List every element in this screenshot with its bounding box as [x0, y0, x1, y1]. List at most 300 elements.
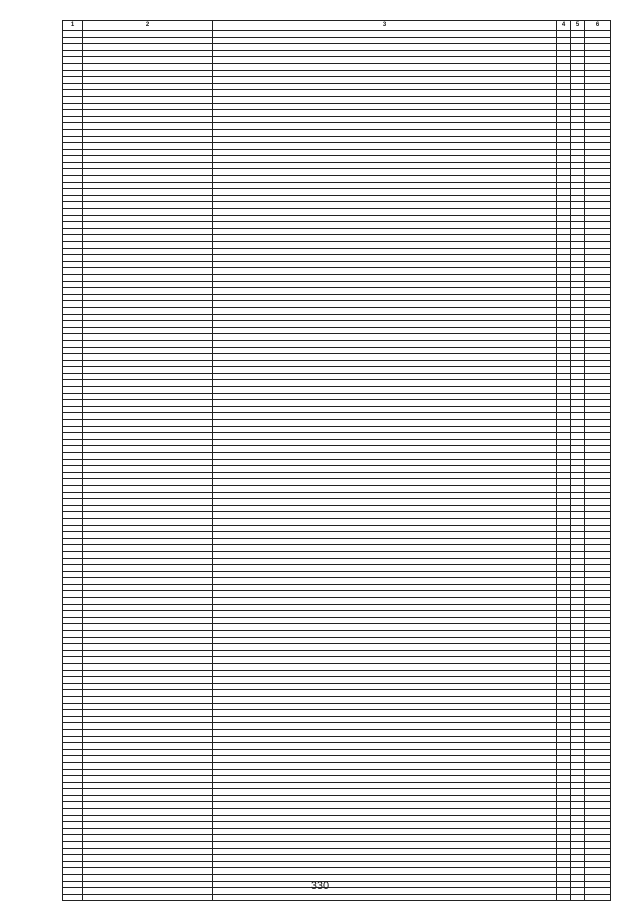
table-cell	[83, 584, 213, 591]
table-cell	[83, 683, 213, 690]
table-row	[63, 670, 611, 677]
table-cell	[63, 861, 83, 868]
table-cell	[557, 459, 571, 466]
table-cell	[63, 637, 83, 644]
table-cell	[63, 189, 83, 196]
table-row	[63, 334, 611, 341]
table-cell	[63, 631, 83, 638]
table-cell	[83, 472, 213, 479]
table-cell	[557, 373, 571, 380]
table-cell	[571, 169, 585, 176]
table-row	[63, 855, 611, 862]
table-cell	[213, 802, 557, 809]
table-cell	[571, 505, 585, 512]
table-cell	[585, 492, 611, 499]
table-row	[63, 77, 611, 84]
table-cell	[63, 162, 83, 169]
table-cell	[213, 228, 557, 235]
table-cell	[585, 63, 611, 70]
table-cell	[557, 479, 571, 486]
table-row	[63, 420, 611, 427]
table-cell	[571, 749, 585, 756]
table-cell	[571, 756, 585, 763]
table-cell	[63, 802, 83, 809]
table-cell	[557, 624, 571, 631]
table-cell	[571, 591, 585, 598]
table-cell	[63, 37, 83, 44]
table-cell	[213, 156, 557, 163]
table-cell	[571, 37, 585, 44]
table-cell	[571, 301, 585, 308]
table-cell	[213, 861, 557, 868]
table-cell	[585, 433, 611, 440]
table-row	[63, 189, 611, 196]
table-cell	[585, 288, 611, 295]
table-cell	[571, 835, 585, 842]
table-cell	[213, 696, 557, 703]
table-cell	[557, 446, 571, 453]
table-cell	[213, 822, 557, 829]
table-cell	[213, 868, 557, 875]
table-row	[63, 222, 611, 229]
table-cell	[63, 789, 83, 796]
table-cell	[557, 195, 571, 202]
table-cell	[571, 604, 585, 611]
table-cell	[83, 894, 213, 901]
table-cell	[571, 637, 585, 644]
table-cell	[557, 855, 571, 862]
table-cell	[585, 110, 611, 117]
table-cell	[63, 63, 83, 70]
table-cell	[213, 413, 557, 420]
table-cell	[571, 235, 585, 242]
table-row	[63, 611, 611, 618]
table-cell	[557, 321, 571, 328]
table-cell	[571, 466, 585, 473]
table-cell	[213, 420, 557, 427]
table-cell	[63, 578, 83, 585]
table-cell	[557, 63, 571, 70]
table-cell	[63, 347, 83, 354]
table-cell	[213, 347, 557, 354]
table-cell	[63, 235, 83, 242]
table-cell	[557, 604, 571, 611]
table-cell	[585, 261, 611, 268]
table-cell	[585, 551, 611, 558]
table-cell	[63, 835, 83, 842]
table-cell	[557, 439, 571, 446]
table-cell	[571, 228, 585, 235]
table-cell	[83, 604, 213, 611]
table-row	[63, 848, 611, 855]
table-cell	[63, 842, 83, 849]
table-row	[63, 228, 611, 235]
table-cell	[585, 439, 611, 446]
table-cell	[83, 743, 213, 750]
table-cell	[571, 453, 585, 460]
table-cell	[557, 868, 571, 875]
table-cell	[213, 584, 557, 591]
table-cell	[571, 354, 585, 361]
table-cell	[63, 584, 83, 591]
table-cell	[213, 644, 557, 651]
table-cell	[63, 729, 83, 736]
table-cell	[585, 307, 611, 314]
table-cell	[213, 209, 557, 216]
table-cell	[571, 677, 585, 684]
table-cell	[571, 103, 585, 110]
header-col-4: 4	[557, 21, 571, 31]
table-cell	[557, 723, 571, 730]
table-cell	[83, 281, 213, 288]
table-cell	[557, 367, 571, 374]
table-cell	[63, 558, 83, 565]
table-row	[63, 83, 611, 90]
table-cell	[213, 710, 557, 717]
table-cell	[83, 466, 213, 473]
table-cell	[83, 769, 213, 776]
table-cell	[213, 149, 557, 156]
table-cell	[571, 334, 585, 341]
table-cell	[83, 512, 213, 519]
table-cell	[213, 31, 557, 38]
table-cell	[83, 202, 213, 209]
table-cell	[63, 90, 83, 97]
table-cell	[571, 802, 585, 809]
header-col-3: 3	[213, 21, 557, 31]
table-cell	[83, 189, 213, 196]
table-cell	[63, 446, 83, 453]
table-cell	[571, 499, 585, 506]
table-cell	[63, 314, 83, 321]
table-row	[63, 50, 611, 57]
table-cell	[585, 90, 611, 97]
table-row	[63, 894, 611, 901]
table-row	[63, 604, 611, 611]
table-cell	[571, 242, 585, 249]
table-cell	[213, 571, 557, 578]
table-cell	[213, 387, 557, 394]
table-row	[63, 743, 611, 750]
table-cell	[213, 637, 557, 644]
table-cell	[557, 815, 571, 822]
table-row	[63, 492, 611, 499]
table-cell	[585, 50, 611, 57]
table-row	[63, 387, 611, 394]
table-cell	[557, 209, 571, 216]
table-cell	[585, 664, 611, 671]
table-cell	[557, 729, 571, 736]
table-cell	[83, 433, 213, 440]
table-cell	[585, 835, 611, 842]
table-cell	[557, 716, 571, 723]
table-cell	[585, 294, 611, 301]
table-cell	[557, 156, 571, 163]
table-cell	[585, 268, 611, 275]
table-cell	[63, 228, 83, 235]
table-cell	[83, 822, 213, 829]
table-cell	[83, 459, 213, 466]
table-cell	[571, 736, 585, 743]
table-row	[63, 63, 611, 70]
table-cell	[557, 690, 571, 697]
table-cell	[63, 617, 83, 624]
table-row	[63, 169, 611, 176]
table-cell	[571, 70, 585, 77]
table-cell	[83, 103, 213, 110]
table-cell	[571, 373, 585, 380]
table-cell	[63, 551, 83, 558]
table-cell	[83, 373, 213, 380]
table-cell	[83, 532, 213, 539]
table-cell	[585, 776, 611, 783]
table-cell	[557, 538, 571, 545]
table-cell	[63, 571, 83, 578]
table-cell	[213, 169, 557, 176]
table-cell	[557, 176, 571, 183]
table-cell	[585, 202, 611, 209]
table-row	[63, 143, 611, 150]
table-row	[63, 294, 611, 301]
table-cell	[585, 842, 611, 849]
table-cell	[63, 116, 83, 123]
table-cell	[213, 736, 557, 743]
table-cell	[63, 222, 83, 229]
table-row	[63, 789, 611, 796]
table-cell	[83, 347, 213, 354]
table-cell	[585, 532, 611, 539]
table-cell	[585, 367, 611, 374]
table-row	[63, 466, 611, 473]
table-cell	[585, 578, 611, 585]
table-cell	[571, 248, 585, 255]
table-row	[63, 354, 611, 361]
table-cell	[63, 426, 83, 433]
table-cell	[213, 762, 557, 769]
table-cell	[83, 248, 213, 255]
table-cell	[213, 479, 557, 486]
table-row	[63, 828, 611, 835]
table-cell	[571, 795, 585, 802]
table-cell	[557, 360, 571, 367]
table-cell	[83, 525, 213, 532]
table-cell	[571, 512, 585, 519]
table-cell	[213, 235, 557, 242]
table-cell	[213, 670, 557, 677]
header-col-6: 6	[585, 21, 611, 31]
table-cell	[213, 37, 557, 44]
table-cell	[571, 670, 585, 677]
table-cell	[585, 729, 611, 736]
table-cell	[213, 340, 557, 347]
table-cell	[83, 268, 213, 275]
table-cell	[213, 367, 557, 374]
table-cell	[585, 512, 611, 519]
table-cell	[213, 83, 557, 90]
table-row	[63, 591, 611, 598]
table-cell	[571, 367, 585, 374]
table-cell	[213, 400, 557, 407]
table-row	[63, 261, 611, 268]
table-cell	[585, 426, 611, 433]
table-cell	[585, 195, 611, 202]
table-cell	[571, 631, 585, 638]
table-cell	[63, 413, 83, 420]
table-row	[63, 116, 611, 123]
table-cell	[571, 644, 585, 651]
table-cell	[585, 116, 611, 123]
table-cell	[585, 696, 611, 703]
table-cell	[571, 617, 585, 624]
table-row	[63, 518, 611, 525]
table-cell	[585, 380, 611, 387]
table-cell	[585, 420, 611, 427]
table-cell	[557, 650, 571, 657]
table-cell	[557, 380, 571, 387]
table-cell	[585, 637, 611, 644]
table-cell	[83, 868, 213, 875]
table-cell	[83, 83, 213, 90]
table-cell	[557, 44, 571, 51]
table-cell	[63, 202, 83, 209]
table-cell	[63, 136, 83, 143]
table-cell	[63, 281, 83, 288]
table-row	[63, 400, 611, 407]
table-cell	[571, 769, 585, 776]
table-cell	[83, 591, 213, 598]
table-cell	[585, 301, 611, 308]
table-cell	[83, 485, 213, 492]
table-row	[63, 149, 611, 156]
table-row	[63, 281, 611, 288]
table-cell	[213, 176, 557, 183]
table-cell	[571, 492, 585, 499]
table-row	[63, 736, 611, 743]
table-row	[63, 512, 611, 519]
table-cell	[585, 795, 611, 802]
table-cell	[213, 485, 557, 492]
table-cell	[83, 169, 213, 176]
table-cell	[213, 795, 557, 802]
table-cell	[83, 789, 213, 796]
table-row	[63, 696, 611, 703]
table-row	[63, 195, 611, 202]
table-cell	[213, 769, 557, 776]
table-cell	[585, 169, 611, 176]
table-row	[63, 505, 611, 512]
table-cell	[571, 123, 585, 130]
table-cell	[557, 334, 571, 341]
table-cell	[571, 360, 585, 367]
table-cell	[585, 472, 611, 479]
table-cell	[557, 182, 571, 189]
table-cell	[571, 789, 585, 796]
table-row	[63, 406, 611, 413]
table-cell	[213, 77, 557, 84]
table-cell	[557, 894, 571, 901]
table-cell	[557, 545, 571, 552]
table-row	[63, 650, 611, 657]
table-cell	[213, 723, 557, 730]
table-cell	[557, 255, 571, 262]
table-cell	[557, 307, 571, 314]
table-cell	[63, 664, 83, 671]
table-row	[63, 268, 611, 275]
table-cell	[557, 861, 571, 868]
table-cell	[83, 31, 213, 38]
table-cell	[585, 393, 611, 400]
table-cell	[571, 63, 585, 70]
table-cell	[585, 406, 611, 413]
table-cell	[571, 340, 585, 347]
table-cell	[63, 182, 83, 189]
table-cell	[63, 532, 83, 539]
table-cell	[585, 189, 611, 196]
table-cell	[213, 274, 557, 281]
table-cell	[83, 37, 213, 44]
table-cell	[213, 334, 557, 341]
table-cell	[585, 340, 611, 347]
table-cell	[63, 644, 83, 651]
page-number: 330	[310, 880, 330, 892]
table-cell	[557, 611, 571, 618]
table-cell	[585, 538, 611, 545]
table-cell	[83, 703, 213, 710]
table-cell	[585, 37, 611, 44]
table-cell	[571, 894, 585, 901]
table-cell	[83, 63, 213, 70]
table-cell	[213, 551, 557, 558]
table-row	[63, 769, 611, 776]
table-cell	[585, 716, 611, 723]
table-cell	[585, 413, 611, 420]
table-row	[63, 90, 611, 97]
table-cell	[557, 37, 571, 44]
table-cell	[571, 189, 585, 196]
table-cell	[213, 242, 557, 249]
table-cell	[83, 551, 213, 558]
repair-program-table	[62, 20, 611, 901]
table-row	[63, 393, 611, 400]
table-cell	[213, 505, 557, 512]
table-cell	[557, 756, 571, 763]
table-cell	[63, 683, 83, 690]
table-cell	[585, 815, 611, 822]
table-cell	[83, 558, 213, 565]
table-cell	[557, 736, 571, 743]
table-cell	[213, 301, 557, 308]
table-row	[63, 756, 611, 763]
table-cell	[557, 327, 571, 334]
table-cell	[571, 420, 585, 427]
table-cell	[585, 723, 611, 730]
table-cell	[63, 512, 83, 519]
table-cell	[63, 169, 83, 176]
table-row	[63, 110, 611, 117]
table-cell	[585, 209, 611, 216]
table-cell	[213, 591, 557, 598]
table-cell	[571, 822, 585, 829]
table-cell	[557, 762, 571, 769]
table-cell	[557, 96, 571, 103]
table-cell	[585, 274, 611, 281]
table-cell	[585, 861, 611, 868]
table-cell	[63, 472, 83, 479]
table-cell	[213, 294, 557, 301]
table-cell	[585, 822, 611, 829]
table-cell	[63, 690, 83, 697]
table-cell	[213, 835, 557, 842]
